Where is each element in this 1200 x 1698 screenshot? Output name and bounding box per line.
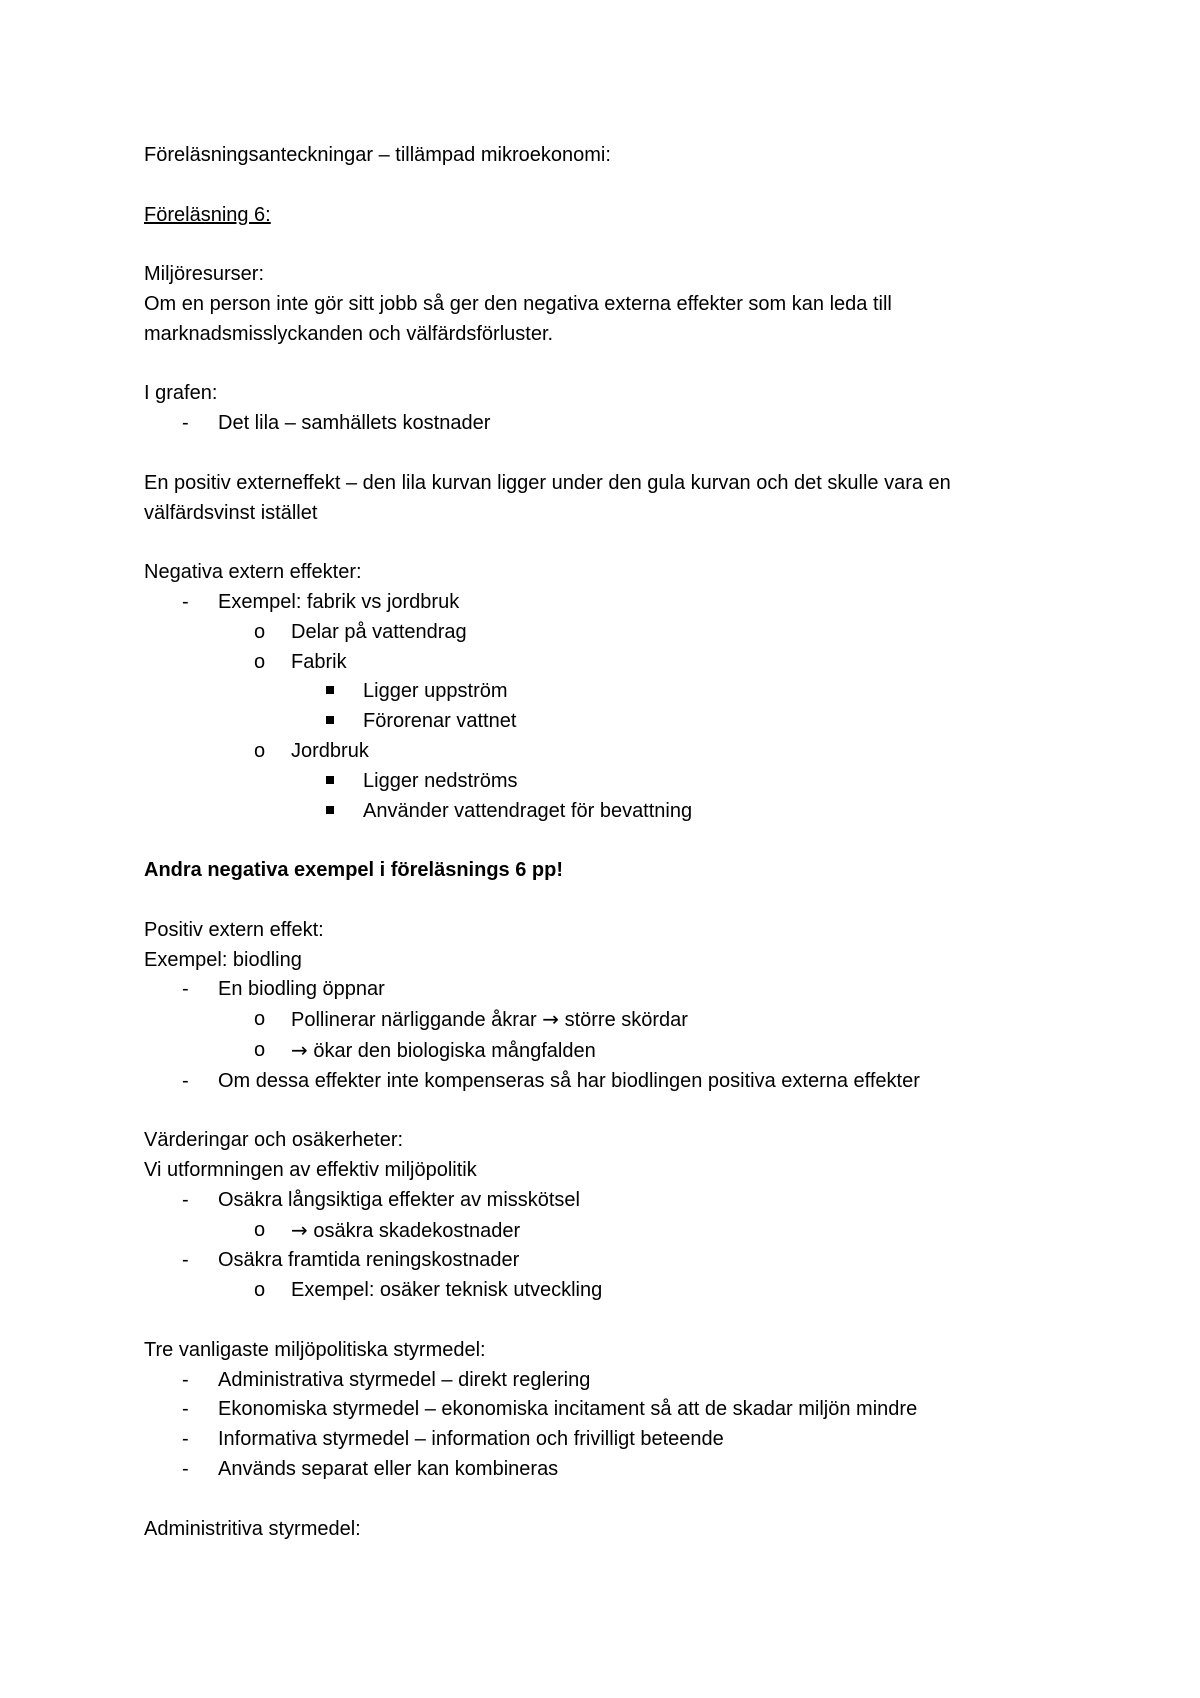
- list-item: [144, 767, 1064, 797]
- circle-marker: o: [254, 620, 266, 643]
- list-item: [144, 1005, 1064, 1036]
- spacer: [144, 350, 1064, 380]
- list-item: [144, 588, 1064, 618]
- arrow-right-icon: →: [291, 1217, 308, 1242]
- list-item-text: osäkra skadekostnader: [307, 1219, 521, 1242]
- list-item: [144, 1395, 1064, 1425]
- env-resources-heading: Miljöresurser:: [144, 263, 265, 286]
- list-item-text: Osäkra framtida reningskostnader: [218, 1249, 520, 1272]
- list-item: [144, 1067, 1064, 1097]
- list-item: [144, 797, 1064, 827]
- spacer: [144, 1306, 1064, 1336]
- dash-marker: -: [182, 1188, 189, 1211]
- list-item-text: Det lila – samhällets kostnader: [218, 412, 491, 435]
- lecture-heading: Föreläsning 6:: [144, 203, 271, 226]
- dash-marker: -: [182, 1428, 189, 1451]
- dash-marker: -: [182, 1398, 189, 1421]
- list-item: [144, 618, 1064, 648]
- spacer: [144, 528, 1064, 558]
- document-page: [144, 141, 1064, 1544]
- positive-effect-note-line2: välfärdsvinst istället: [144, 501, 318, 524]
- list-item: [144, 409, 1064, 439]
- circle-marker: o: [254, 1008, 266, 1031]
- list-item-text: En biodling öppnar: [218, 978, 385, 1001]
- spacer: [144, 886, 1064, 916]
- list-item-text: Används separat eller kan kombineras: [218, 1458, 559, 1481]
- list-item: [144, 1036, 1064, 1067]
- list-item: [144, 1425, 1064, 1455]
- list-item-text: Osäkra långsiktiga effekter av misskötsel: [218, 1188, 581, 1211]
- admin-instruments-heading: Administritiva styrmedel:: [144, 1517, 361, 1540]
- list-item-text: Ekonomiska styrmedel – ekonomiska incitament så att de skadar miljön mindre: [218, 1398, 918, 1421]
- spacer: [144, 230, 1064, 260]
- list-item: [144, 737, 1064, 767]
- spacer: [144, 1485, 1064, 1515]
- square-bullet-icon: [326, 707, 334, 737]
- list-item: [144, 1366, 1064, 1396]
- list-item: [144, 677, 1064, 707]
- square-bullet-icon: [326, 797, 334, 827]
- list-item: [144, 1455, 1064, 1485]
- list-item-text-start: Pollinerar närliggande åkrar: [291, 1009, 543, 1032]
- dash-marker: -: [182, 590, 189, 613]
- dash-marker: -: [182, 1368, 189, 1391]
- env-resources-text-line2: marknadsmisslyckanden och välfärdsförluster.: [144, 322, 554, 345]
- spacer: [144, 439, 1064, 469]
- arrow-right-icon: →: [291, 1037, 308, 1062]
- list-item: [144, 1246, 1064, 1276]
- list-item-text: Om dessa effekter inte kompenseras så har biodlingen positiva externa effekter: [218, 1069, 920, 1092]
- circle-marker: o: [254, 650, 266, 673]
- list-item: [144, 1216, 1064, 1247]
- circle-marker: o: [254, 739, 266, 762]
- positive-effect-note-line1: En positiv externeffekt – den lila kurvan ligger under den gula kurvan och det skulle vara en: [144, 471, 951, 494]
- spacer: [144, 1097, 1064, 1127]
- uncertainty-intro: Vi utformningen av effektiv miljöpolitik: [144, 1159, 477, 1182]
- square-bullet-icon: [326, 677, 334, 707]
- list-item-text: Ligger uppström: [363, 680, 508, 703]
- list-item-text: Ligger nedströms: [363, 769, 518, 792]
- square-bullet-icon: [326, 767, 334, 797]
- dash-marker: -: [182, 1249, 189, 1272]
- graph-heading: I grafen:: [144, 382, 218, 405]
- dash-marker: -: [182, 412, 189, 435]
- spacer: [144, 171, 1064, 201]
- dash-marker: -: [182, 978, 189, 1001]
- list-item-text: ökar den biologiska mångfalden: [307, 1039, 596, 1062]
- uncertainty-heading: Värderingar och osäkerheter:: [144, 1129, 404, 1152]
- list-item: [144, 975, 1064, 1005]
- dash-marker: -: [182, 1458, 189, 1481]
- dash-marker: -: [182, 1069, 189, 1092]
- other-examples-note: Andra negativa exempel i föreläsnings 6 pp!: [144, 859, 564, 882]
- arrow-right-icon: →: [542, 1007, 560, 1032]
- list-item-text: Administrativa styrmedel – direkt reglering: [218, 1368, 591, 1391]
- env-resources-text-line1: Om en person inte gör sitt jobb så ger den negativa externa effekter som kan leda till: [144, 292, 892, 315]
- list-item-text: Förorenar vattnet: [363, 710, 517, 733]
- circle-marker: o: [254, 1279, 266, 1302]
- document-title: Föreläsningsanteckningar – tillämpad mikroekonomi:: [144, 144, 611, 166]
- list-item-text: Informativa styrmedel – information och frivilligt beteende: [218, 1428, 724, 1451]
- list-item-text: Exempel: osäker teknisk utveckling: [291, 1279, 603, 1302]
- list-item: [144, 1276, 1064, 1306]
- circle-marker: o: [254, 1218, 266, 1241]
- instruments-heading: Tre vanligaste miljöpolitiska styrmedel:: [144, 1338, 486, 1361]
- list-item-text-end: större skördar: [559, 1009, 688, 1032]
- list-item: [144, 1186, 1064, 1216]
- spacer: [144, 826, 1064, 856]
- circle-marker: o: [254, 1038, 266, 1061]
- list-item-text: Använder vattendraget för bevattning: [363, 799, 693, 822]
- list-item-text: Delar på vattendrag: [291, 620, 467, 643]
- positive-effect-heading: Positiv extern effekt:: [144, 918, 324, 941]
- list-item: [144, 648, 1064, 678]
- list-item-text: Exempel: fabrik vs jordbruk: [218, 590, 460, 613]
- list-item-text: Jordbruk: [291, 739, 369, 762]
- negative-effects-heading: Negativa extern effekter:: [144, 561, 362, 584]
- list-item: [144, 707, 1064, 737]
- positive-effect-example: Exempel: biodling: [144, 948, 302, 971]
- list-item-text: Fabrik: [291, 650, 347, 673]
